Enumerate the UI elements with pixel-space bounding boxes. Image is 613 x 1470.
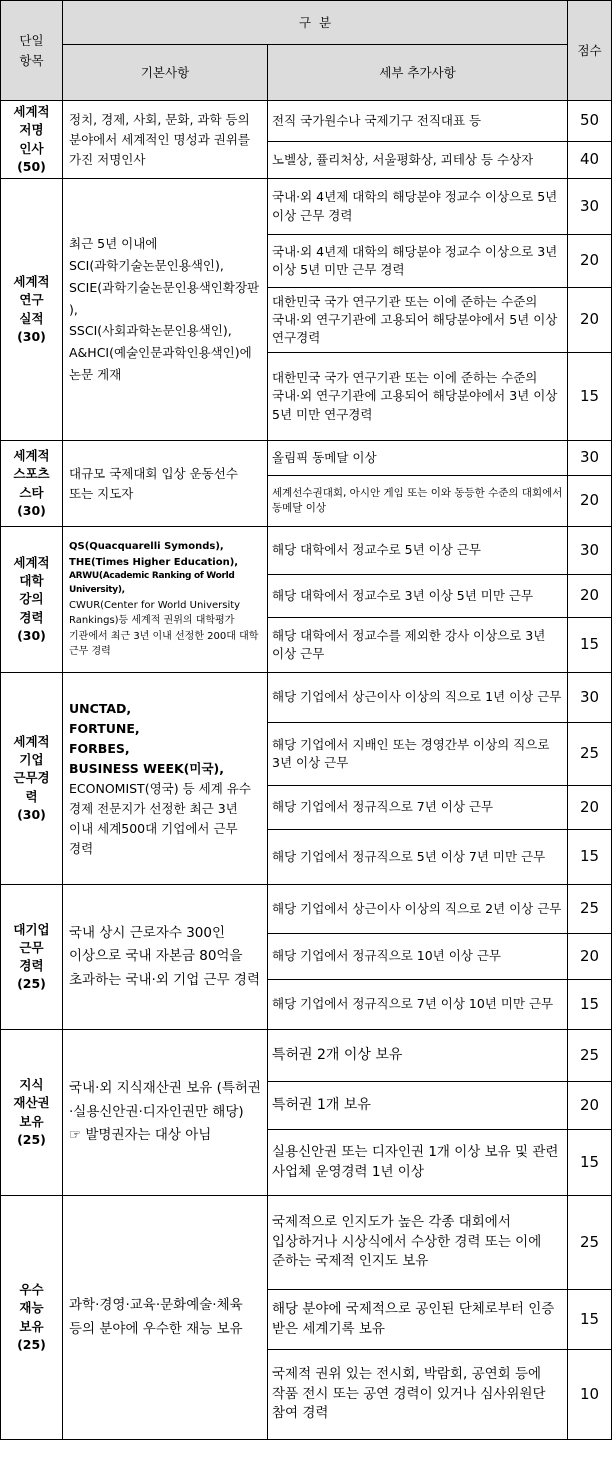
- detail-text: 해당 기업에서 정규직으로 7년 이상 10년 미만 근무: [272, 996, 554, 1012]
- detail-cell: [268, 1290, 568, 1350]
- basic-text: SCI(과학기술논문인용색인),: [69, 257, 224, 273]
- header-basic-label: 기본사항: [140, 64, 190, 80]
- score-cell: [568, 830, 612, 885]
- detail-cell: [268, 476, 568, 527]
- score-cell: [568, 476, 612, 527]
- score-cell: [568, 885, 612, 934]
- detail-text: 실용신안권 또는 디자인권 1개 이상 보유 및 관련 사업체 운영경력 1년 이상: [272, 1143, 559, 1180]
- category-label: 세계적 연구 실적 (30): [13, 274, 50, 344]
- detail-text: 국내·외 4년제 대학의 해당분야 정교수 이상으로 5년 이상 근무 경력: [272, 189, 558, 223]
- basic-cell: [63, 885, 268, 1030]
- detail-text: 해당 대학에서 정교수로 5년 이상 근무: [272, 542, 481, 558]
- detail-text: 국제적 권위 있는 전시회, 박람회, 공연회 등에 작품 전시 또는 공연 경력이 있거나 심사위원단 참여 경력: [272, 1366, 546, 1422]
- detail-text: 대한민국 국가 연구기관 또는 이에 준하는 수준의 국내·외 연구기관에 고용되어 해당분야에서 3년 이상 5년 미만 연구경력: [272, 370, 558, 422]
- detail-cell: [268, 1082, 568, 1130]
- detail-cell: [268, 101, 568, 142]
- basic-text: QS(Quacquarelli Symonds),: [69, 541, 224, 553]
- detail-cell: [268, 980, 568, 1030]
- category-cell: [1, 441, 63, 527]
- detail-cell: [268, 527, 568, 575]
- score-cell: [568, 1196, 612, 1290]
- header-item-label: 단일 항목: [19, 33, 44, 68]
- score-cell: [568, 101, 612, 142]
- category-cell: [1, 1196, 63, 1440]
- basic-text: FORTUNE,: [69, 720, 140, 736]
- category-label: 세계적 대학 강의 경력 (30): [13, 555, 50, 643]
- basic-cell: [63, 1196, 268, 1440]
- detail-text: 전직 국가원수나 국제기구 전직대표 등: [272, 112, 482, 128]
- score-cell: [568, 723, 612, 786]
- basic-cell: [63, 441, 268, 527]
- detail-text: 해당 분야에 국제적으로 공인된 단체로부터 인증 받은 세계기록 보유: [272, 1300, 555, 1337]
- score-cell: [568, 1350, 612, 1440]
- score-value: 40: [579, 150, 600, 169]
- score-value: 30: [579, 196, 600, 215]
- basic-text: SSCI(사회과학논문인용색인),: [69, 323, 232, 339]
- score-value: 15: [579, 1152, 600, 1171]
- basic-cell: [63, 673, 268, 885]
- basic-text: 과학·경영·교육·문화예술·체육 등의 분야에 우수한 재능 보유: [69, 1296, 243, 1337]
- header-item: [1, 1, 63, 101]
- score-cell: [568, 934, 612, 980]
- score-cell: [568, 142, 612, 179]
- detail-text: 국내·외 4년제 대학의 해당분야 정교수 이상으로 3년 이상 5년 미만 근무 경력: [272, 243, 558, 277]
- detail-cell: [268, 575, 568, 618]
- score-cell: [568, 235, 612, 288]
- basic-text: 최근 5년 이내에: [69, 235, 158, 251]
- basic-cell: [63, 1030, 268, 1196]
- category-cell: [1, 179, 63, 441]
- basic-text: A&HCI(예술인문과학인용색인)에 논문 게재: [69, 345, 252, 383]
- detail-cell: [268, 288, 568, 353]
- score-cell: [568, 575, 612, 618]
- category-cell: [1, 527, 63, 673]
- score-cell: [568, 1030, 612, 1082]
- score-cell: [568, 1082, 612, 1130]
- detail-text: 해당 기업에서 정규직으로 5년 이상 7년 미만 근무: [272, 848, 546, 864]
- detail-cell: [268, 1130, 568, 1196]
- basic-text: FORBES,: [69, 740, 130, 756]
- score-value: 25: [579, 899, 600, 918]
- detail-cell: [268, 179, 568, 235]
- score-value: 20: [579, 946, 600, 965]
- score-value: 25: [579, 1045, 600, 1064]
- detail-text: 해당 기업에서 정규직으로 10년 이상 근무: [272, 948, 501, 964]
- basic-text: UNCTAD,: [69, 700, 132, 716]
- category-label: 세계적 저명 인사 (50): [13, 104, 50, 174]
- category-label: 지식 재산권 보유 (25): [13, 1077, 50, 1147]
- basic-cell: [63, 527, 268, 673]
- category-label: 세계적 스포츠 스타 (30): [13, 448, 50, 518]
- basic-cell: [63, 179, 268, 441]
- basic-text: BUSINESS WEEK(미국),: [69, 760, 225, 776]
- score-value: 30: [579, 540, 600, 559]
- score-value: 15: [579, 635, 600, 654]
- detail-cell: [268, 1030, 568, 1082]
- detail-cell: [268, 673, 568, 723]
- basic-text: 국내·외 지식재산권 보유 (특허권·실용신안권·디자인권만 해당): [69, 1080, 261, 1120]
- score-value: 15: [579, 994, 600, 1013]
- detail-cell: [268, 618, 568, 673]
- score-value: 20: [579, 310, 600, 329]
- score-value: 20: [579, 251, 600, 270]
- basic-text: 정치, 경제, 사회, 문화, 과학 등의 분야에서 세계적인 명성과 권위를 가진 저명인사: [69, 111, 250, 167]
- score-cell: [568, 353, 612, 441]
- detail-cell: [268, 353, 568, 441]
- detail-text: 세계선수권대회, 아시안 게임 또는 이와 동등한 수준의 대회에서 동메달 이상: [272, 486, 563, 514]
- detail-cell: [268, 142, 568, 179]
- basic-text: 대규모 국제대회 입상 운동선수 또는 지도자: [69, 465, 238, 501]
- category-label: 세계적 기업 근무경 력 (30): [13, 734, 50, 822]
- header-detail: [268, 45, 568, 101]
- score-value: 50: [579, 111, 600, 130]
- score-value: 30: [579, 687, 600, 706]
- detail-text: 올림픽 동메달 이상: [272, 449, 377, 465]
- header-detail-label: 세부 추가사항: [379, 64, 456, 80]
- detail-text: 해당 기업에서 상근이사 이상의 직으로 1년 이상 근무: [272, 689, 562, 705]
- score-value: 15: [579, 1309, 600, 1328]
- score-value: 20: [579, 491, 600, 510]
- detail-cell: [268, 885, 568, 934]
- category-cell: [1, 1030, 63, 1196]
- score-value: 20: [579, 797, 600, 816]
- detail-text: 해당 대학에서 정교수로 3년 이상 5년 미만 근무: [272, 587, 534, 603]
- basic-text: 국내 상시 근로자수 300인 이상으로 국내 자본금 80억을 초과하는 국내·외 기업 근무 경력: [69, 924, 260, 988]
- score-value: 25: [579, 1232, 600, 1251]
- header-score-label: 점수: [577, 42, 602, 58]
- detail-text: 해당 대학에서 정교수를 제외한 강사 이상으로 3년 이상 근무: [272, 627, 546, 661]
- detail-cell: [268, 934, 568, 980]
- score-value: 20: [579, 1095, 600, 1114]
- header-score: [568, 1, 612, 101]
- score-cell: [568, 527, 612, 575]
- detail-cell: [268, 1196, 568, 1290]
- score-value: 15: [579, 386, 600, 405]
- score-cell: [568, 179, 612, 235]
- detail-text: 특허권 1개 보유: [272, 1097, 371, 1114]
- score-cell: [568, 441, 612, 476]
- basic-text: ECONOMIST(영국) 등 세계 유수 경제 전문지가 선정한 최근 3년 이내 세계500대 기업에서 근무 경력: [69, 780, 251, 856]
- detail-text: 노벨상, 퓰리처상, 서울평화상, 괴테상 등 수상자: [272, 151, 534, 167]
- basic-text: SCIE(과학기술논문인용색인확장판),: [69, 279, 260, 317]
- detail-cell: [268, 786, 568, 830]
- category-label: 대기업 근무 경력 (25): [13, 921, 50, 992]
- detail-text: 특허권 2개 이상 보유: [272, 1047, 403, 1064]
- score-value: 10: [579, 1384, 600, 1403]
- category-label: 우수 재능 보유 (25): [17, 1282, 46, 1352]
- score-value: 30: [579, 448, 600, 467]
- score-cell: [568, 1290, 612, 1350]
- score-value: 15: [579, 847, 600, 866]
- score-cell: [568, 980, 612, 1030]
- category-cell: [1, 101, 63, 179]
- detail-text: 대한민국 국가 연구기관 또는 이에 준하는 수준의 국내·외 연구기관에 고용되어 해당분야에서 5년 이상 연구경력: [272, 293, 558, 346]
- score-cell: [568, 786, 612, 830]
- detail-cell: [268, 723, 568, 786]
- detail-text: 국제적으로 인지도가 높은 각종 대회에서 입상하거나 시상식에서 수상한 경력 또는 이에 준하는 국제적 인지도 보유: [272, 1214, 542, 1270]
- detail-text: 해당 기업에서 지배인 또는 경영간부 이상의 직으로 3년 이상 근무: [272, 736, 550, 770]
- basic-text: CWUR(Center for World University Rankings)등 세계적 권위의 대학평가 기관에서 최근 3년 이내 선정한 200대 대학 근무 경력: [69, 599, 259, 658]
- detail-cell: [268, 441, 568, 476]
- score-cell: [568, 673, 612, 723]
- score-cell: [568, 288, 612, 353]
- detail-cell: [268, 830, 568, 885]
- score-cell: [568, 1130, 612, 1196]
- basic-cell: [63, 101, 268, 179]
- detail-text: 해당 기업에서 상근이사 이상의 직으로 2년 이상 근무: [272, 900, 562, 916]
- category-cell: [1, 673, 63, 885]
- basic-text: THE(Times Higher Education),: [69, 556, 239, 568]
- category-cell: [1, 885, 63, 1030]
- detail-cell: [268, 235, 568, 288]
- header-group: [63, 1, 568, 45]
- detail-cell: [268, 1350, 568, 1440]
- header-basic: [63, 45, 268, 101]
- score-value: 20: [579, 586, 600, 605]
- score-cell: [568, 618, 612, 673]
- basic-text: ARWU(Academic Ranking of World University),: [69, 571, 235, 595]
- detail-text: 해당 기업에서 정규직으로 7년 이상 근무: [272, 799, 494, 815]
- score-value: 25: [579, 744, 600, 763]
- basic-text: ☞ 발명권자는 대상 아님: [69, 1127, 212, 1144]
- header-group-label: 구 분: [298, 14, 332, 30]
